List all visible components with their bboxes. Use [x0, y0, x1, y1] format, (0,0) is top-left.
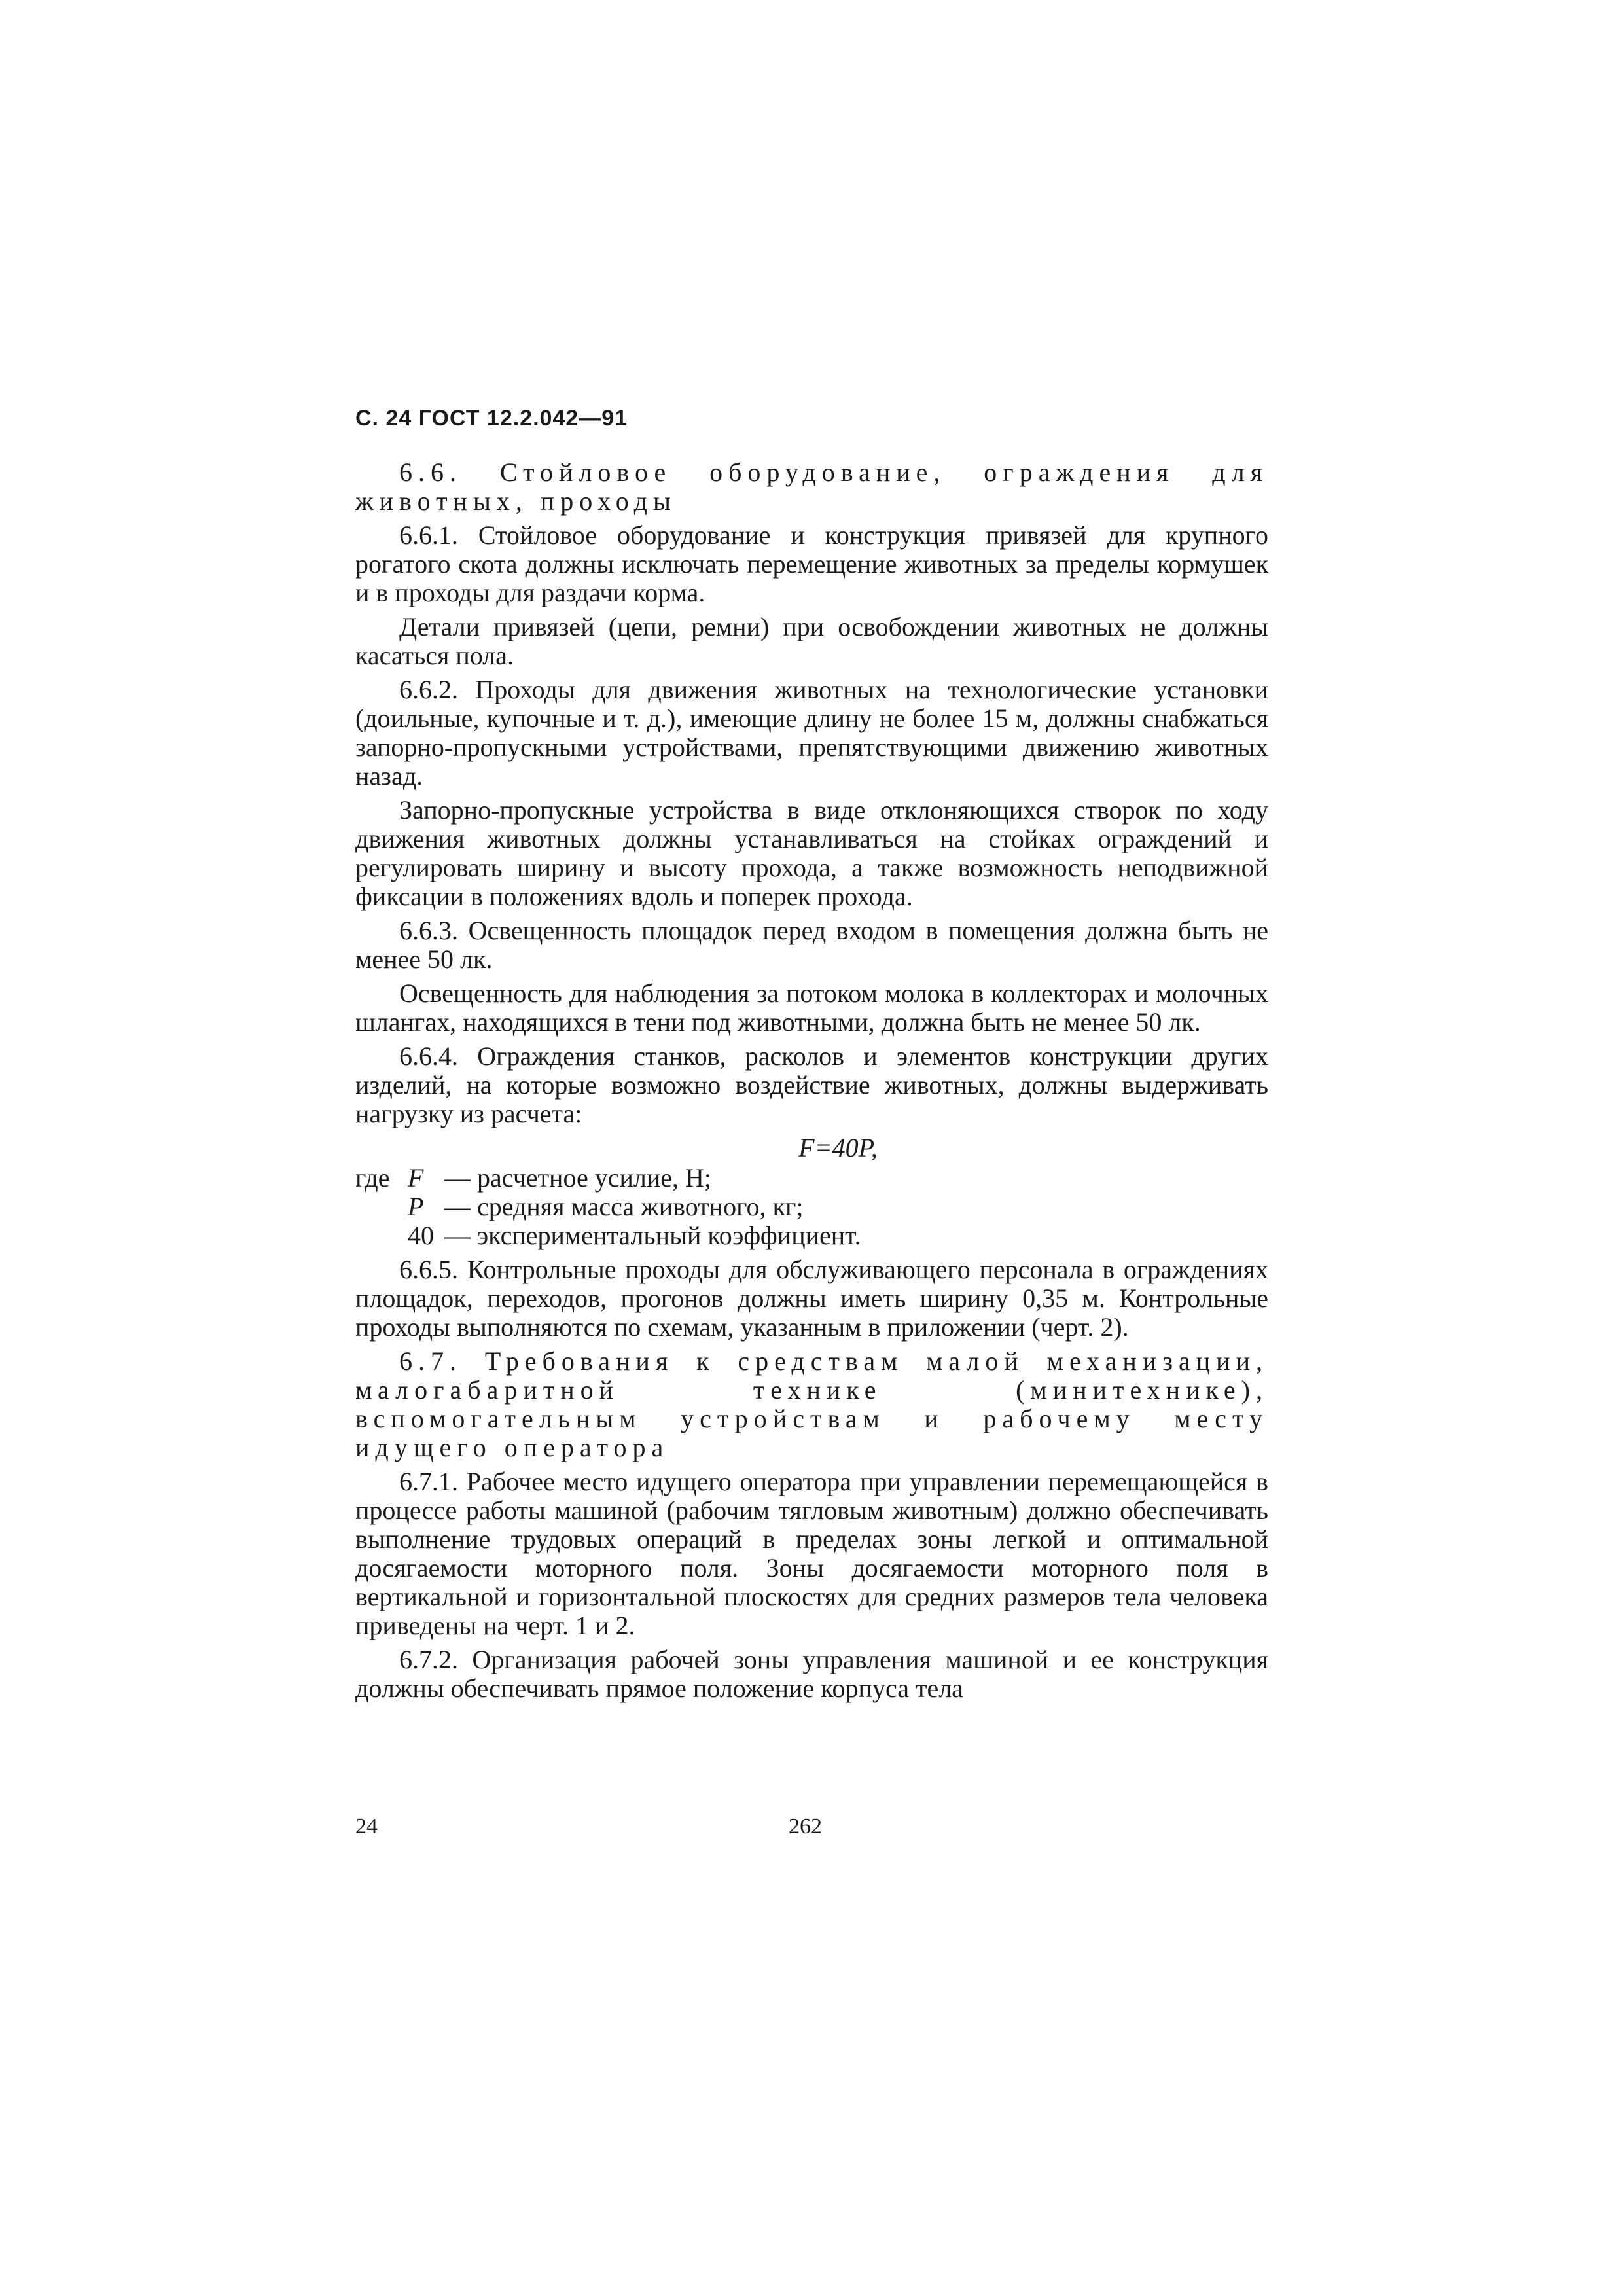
legend-term: 40 — [408, 1221, 434, 1250]
legend-row — [355, 1164, 1268, 1193]
paragraph: 6.7.1. Рабочее место идущего оператора при управлении перемещающейся в процессе работы машиной (рабочим тягловым животным) должно обеспечивать выполнение трудовых операций в пределах зоны легкой и оптимальной досягаемости моторного поля. Зоны досягаемости моторного поля в вертикальной и горизонтальной плоскостях для средних размеров тела человека приведены на черт. 1 и 2. — [355, 1467, 1268, 1640]
paragraph: 6.7.2. Организация рабочей зоны управления машиной и ее конструкция должны обеспечивать прямое положение корпуса тела — [355, 1645, 1268, 1703]
legend-term: F — [408, 1163, 424, 1193]
legend-where: где — [355, 1163, 390, 1193]
section-heading-6-6: 6.6. Стойловое оборудование, ограждения для животных, проходы — [355, 457, 1268, 516]
section-heading-6-7: 6.7. Требования к средствам малой механизации, малогабаритной технике (минитехнике), вспомогательным устройствам и рабочему месту идущего оператора — [355, 1346, 1268, 1462]
footer-page-number: 24 — [355, 1814, 378, 1839]
paragraph: Запорно-пропускные устройства в виде отклоняющихся створок по ходу движения животных должны устанавливаться на стойках ограждений и регулировать ширину и высоту прохода, а также возможность неподвижной фиксации в положениях вдоль и поперек прохода. — [355, 795, 1268, 911]
paragraph: 6.6.5. Контрольные проходы для обслуживающего персонала в ограждениях площадок, переходов, прогонов должны иметь ширину 0,35 м. Контрольные проходы выполняются по схемам, указанным в приложении (черт. 2). — [355, 1255, 1268, 1342]
paragraph: Освещенность для наблюдения за потоком молока в коллекторах и молочных шлангах, находящихся в тени под животными, должна быть не менее 50 лк. — [355, 978, 1268, 1037]
legend-definition: — средняя масса животного, кг; — [444, 1192, 804, 1221]
paragraph: Детали привязей (цепи, ремни) при освобождении животных не должны касаться пола. — [355, 612, 1268, 670]
legend-definition: — расчетное усилие, Н; — [444, 1163, 711, 1193]
document-body — [355, 458, 1268, 1708]
footer-sheet-number: 262 — [789, 1814, 822, 1839]
formula-legend — [355, 1164, 1268, 1250]
paragraph: 6.6.2. Проходы для движения животных на технологические установки (доильные, купочные и т. д.), имеющие длину не более 15 м, должны снабжаться запорно-пропускными устройствами, препятствующими движению животных назад. — [355, 675, 1268, 791]
legend-term: P — [408, 1192, 424, 1221]
page-header: С. 24 ГОСТ 12.2.042—91 — [355, 406, 628, 431]
paragraph: 6.6.1. Стойловое оборудование и конструкция привязей для крупного рогатого скота должны исключать перемещение животных за пределы кормушек и в проходы для раздачи корма. — [355, 520, 1268, 607]
paragraph: 6.6.4. Ограждения станков, расколов и элементов конструкции других изделий, на которые возможно воздействие животных, должны выдерживать нагрузку из расчета: — [355, 1041, 1268, 1128]
legend-definition: — экспериментальный коэффициент. — [444, 1221, 861, 1250]
legend-row — [355, 1221, 1268, 1250]
paragraph: 6.6.3. Освещенность площадок перед входом в помещения должна быть не менее 50 лк. — [355, 916, 1268, 974]
legend-row — [355, 1193, 1268, 1221]
formula: F=40P, — [798, 1133, 878, 1162]
